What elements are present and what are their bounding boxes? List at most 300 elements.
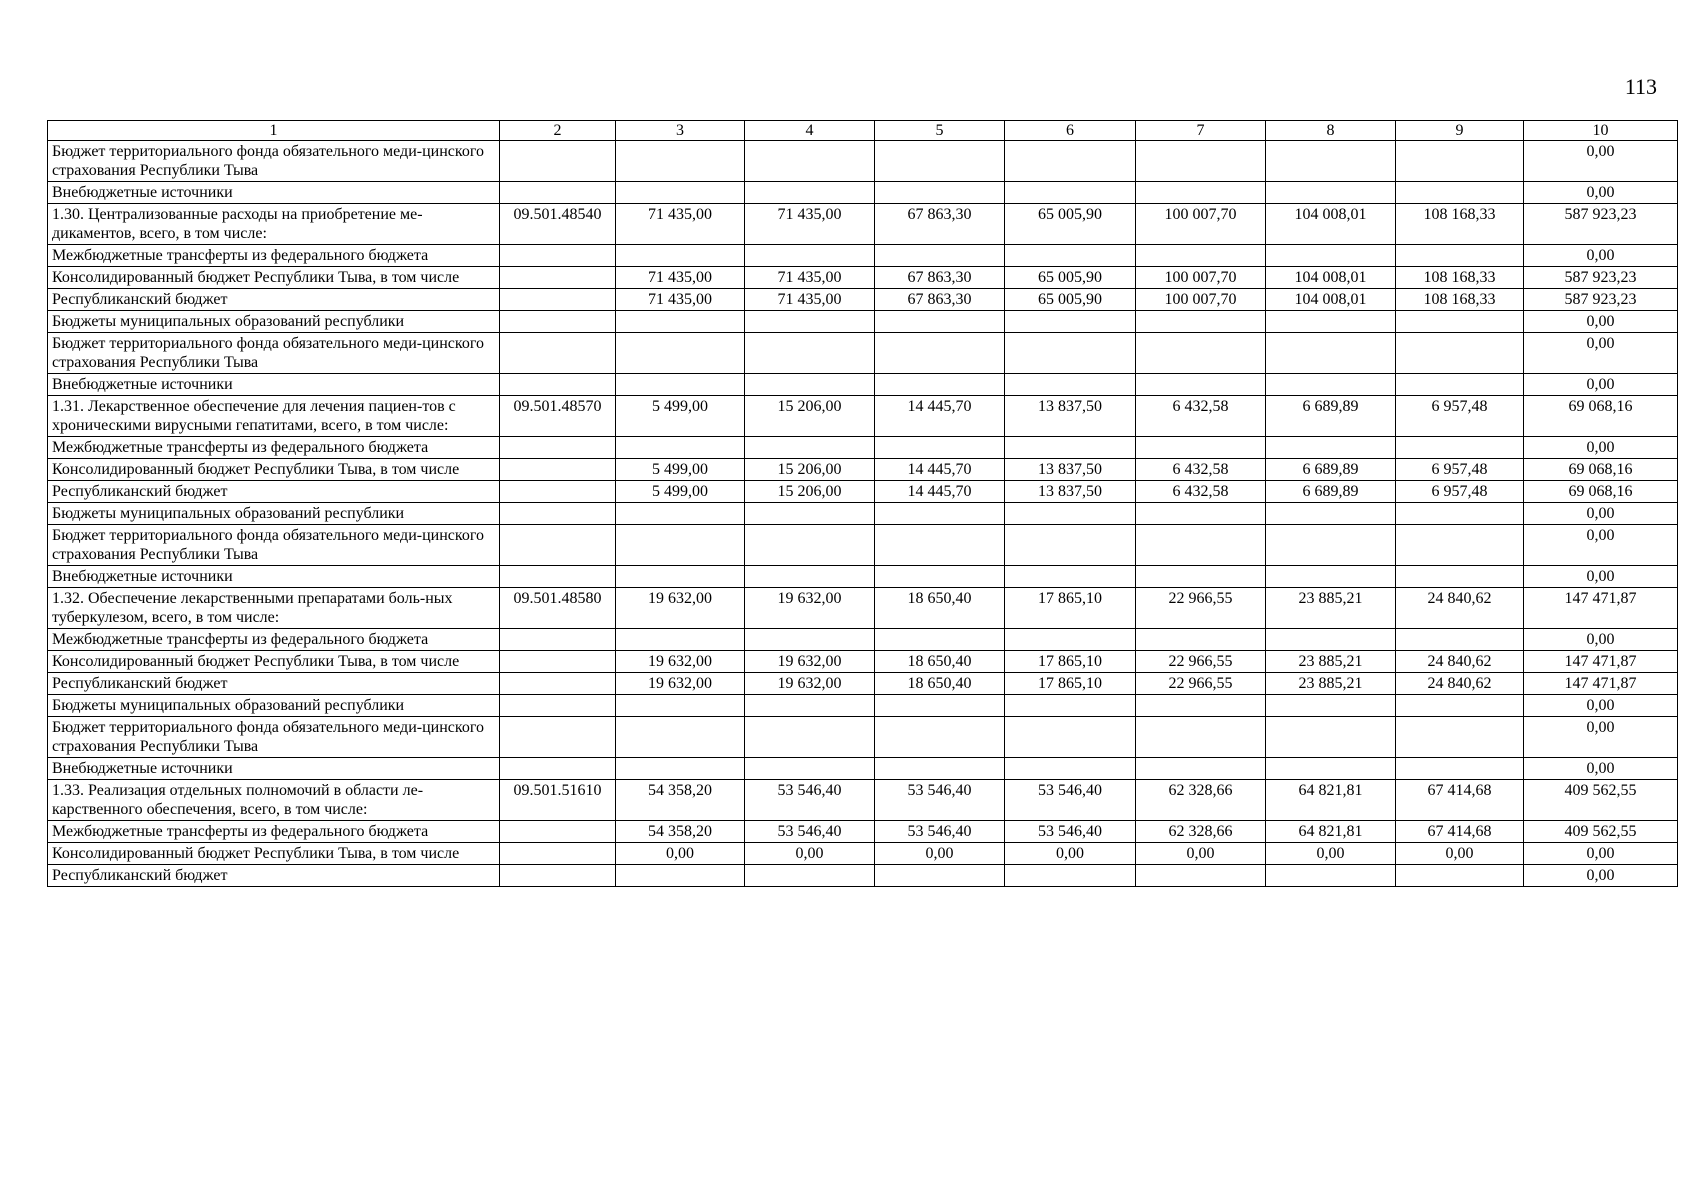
- value-cell: [1136, 374, 1266, 396]
- budget-code: [500, 695, 616, 717]
- total-cell: 0,00: [1524, 374, 1678, 396]
- value-cell: [1396, 437, 1524, 459]
- value-cell: 71 435,00: [616, 204, 745, 245]
- value-cell: 22 966,55: [1136, 651, 1266, 673]
- value-cell: 100 007,70: [1136, 289, 1266, 311]
- value-cell: [1005, 437, 1136, 459]
- value-cell: 23 885,21: [1266, 651, 1396, 673]
- value-cell: [1266, 141, 1396, 182]
- value-cell: [1396, 182, 1524, 204]
- row-label: 1.31. Лекарственное обеспечение для лечения пациен-тов с хроническими вирусными гепатитами, всего, в том числе:: [48, 396, 500, 437]
- budget-code: [500, 481, 616, 503]
- total-cell: 0,00: [1524, 141, 1678, 182]
- row-label: Межбюджетные трансферты из федерального бюджета: [48, 821, 500, 843]
- value-cell: [875, 245, 1005, 267]
- value-cell: 22 966,55: [1136, 588, 1266, 629]
- value-cell: [1396, 333, 1524, 374]
- value-cell: [1396, 525, 1524, 566]
- table-row: [48, 651, 1678, 673]
- value-cell: [1266, 629, 1396, 651]
- table-row: [48, 629, 1678, 651]
- row-label: Консолидированный бюджет Республики Тыва, в том числе: [48, 843, 500, 865]
- table-row: [48, 267, 1678, 289]
- value-cell: 15 206,00: [745, 396, 875, 437]
- value-cell: 67 414,68: [1396, 780, 1524, 821]
- value-cell: [616, 758, 745, 780]
- page-number: 113: [1624, 74, 1657, 99]
- value-cell: 104 008,01: [1266, 204, 1396, 245]
- table-row: [48, 525, 1678, 566]
- total-cell: 0,00: [1524, 437, 1678, 459]
- budget-code: 09.501.48580: [500, 588, 616, 629]
- value-cell: 6 957,48: [1396, 396, 1524, 437]
- value-cell: 22 966,55: [1136, 673, 1266, 695]
- value-cell: 0,00: [1136, 843, 1266, 865]
- value-cell: 71 435,00: [745, 204, 875, 245]
- budget-code: [500, 865, 616, 887]
- value-cell: 23 885,21: [1266, 588, 1396, 629]
- value-cell: [875, 865, 1005, 887]
- value-cell: [1136, 311, 1266, 333]
- value-cell: [745, 437, 875, 459]
- column-header: 4: [745, 121, 875, 141]
- row-label: 1.30. Централизованные расходы на приобретение ме-дикаментов, всего, в том числе:: [48, 204, 500, 245]
- budget-code: [500, 843, 616, 865]
- value-cell: 108 168,33: [1396, 289, 1524, 311]
- table-row: [48, 588, 1678, 629]
- value-cell: 53 546,40: [1005, 780, 1136, 821]
- budget-code: [500, 717, 616, 758]
- total-cell: 587 923,23: [1524, 289, 1678, 311]
- value-cell: [1136, 182, 1266, 204]
- budget-code: [500, 374, 616, 396]
- row-label: Внебюджетные источники: [48, 182, 500, 204]
- total-cell: 0,00: [1524, 525, 1678, 566]
- value-cell: [745, 865, 875, 887]
- value-cell: [875, 717, 1005, 758]
- value-cell: [1396, 865, 1524, 887]
- total-cell: 409 562,55: [1524, 821, 1678, 843]
- budget-code: [500, 311, 616, 333]
- table-row: [48, 695, 1678, 717]
- budget-code: [500, 459, 616, 481]
- row-label: Межбюджетные трансферты из федерального бюджета: [48, 245, 500, 267]
- value-cell: [745, 717, 875, 758]
- value-cell: 17 865,10: [1005, 588, 1136, 629]
- value-cell: [1266, 437, 1396, 459]
- total-cell: 0,00: [1524, 245, 1678, 267]
- total-cell: 147 471,87: [1524, 673, 1678, 695]
- row-label: Бюджет территориального фонда обязательного меди-цинского страхования Республики Тыва: [48, 333, 500, 374]
- value-cell: [1136, 525, 1266, 566]
- value-cell: [1136, 629, 1266, 651]
- value-cell: 53 546,40: [875, 780, 1005, 821]
- value-cell: [875, 374, 1005, 396]
- value-cell: 54 358,20: [616, 821, 745, 843]
- value-cell: 19 632,00: [745, 651, 875, 673]
- value-cell: [1136, 566, 1266, 588]
- value-cell: [1136, 717, 1266, 758]
- total-cell: 0,00: [1524, 865, 1678, 887]
- value-cell: [745, 311, 875, 333]
- budget-table: [47, 120, 1678, 887]
- value-cell: [875, 141, 1005, 182]
- value-cell: 67 863,30: [875, 267, 1005, 289]
- table-row: [48, 141, 1678, 182]
- value-cell: [875, 437, 1005, 459]
- table-row: [48, 204, 1678, 245]
- value-cell: 6 432,58: [1136, 396, 1266, 437]
- value-cell: 71 435,00: [745, 289, 875, 311]
- value-cell: 24 840,62: [1396, 673, 1524, 695]
- value-cell: 24 840,62: [1396, 588, 1524, 629]
- row-label: 1.32. Обеспечение лекарственными препаратами боль-ных туберкулезом, всего, в том числе:: [48, 588, 500, 629]
- value-cell: [616, 629, 745, 651]
- total-cell: 0,00: [1524, 182, 1678, 204]
- budget-code: [500, 566, 616, 588]
- total-cell: 0,00: [1524, 843, 1678, 865]
- value-cell: [1136, 758, 1266, 780]
- value-cell: [875, 629, 1005, 651]
- value-cell: [1136, 437, 1266, 459]
- value-cell: [1266, 333, 1396, 374]
- value-cell: [1396, 695, 1524, 717]
- value-cell: [1396, 311, 1524, 333]
- total-cell: 587 923,23: [1524, 204, 1678, 245]
- table-row: [48, 437, 1678, 459]
- value-cell: 53 546,40: [875, 821, 1005, 843]
- table-body: [48, 141, 1678, 887]
- value-cell: [1396, 629, 1524, 651]
- value-cell: 17 865,10: [1005, 673, 1136, 695]
- table-row: [48, 673, 1678, 695]
- value-cell: [745, 566, 875, 588]
- table-row: [48, 503, 1678, 525]
- row-label: Внебюджетные источники: [48, 374, 500, 396]
- column-header: 2: [500, 121, 616, 141]
- table-row: [48, 717, 1678, 758]
- row-label: Бюджеты муниципальных образований республики: [48, 695, 500, 717]
- value-cell: [616, 333, 745, 374]
- value-cell: [875, 525, 1005, 566]
- value-cell: [745, 245, 875, 267]
- value-cell: [875, 182, 1005, 204]
- total-cell: 0,00: [1524, 333, 1678, 374]
- value-cell: 24 840,62: [1396, 651, 1524, 673]
- budget-code: [500, 821, 616, 843]
- value-cell: 6 957,48: [1396, 481, 1524, 503]
- value-cell: [1266, 717, 1396, 758]
- value-cell: [1396, 245, 1524, 267]
- row-label: Республиканский бюджет: [48, 865, 500, 887]
- table-row: [48, 780, 1678, 821]
- value-cell: [616, 695, 745, 717]
- total-cell: 147 471,87: [1524, 588, 1678, 629]
- value-cell: [1266, 311, 1396, 333]
- column-header: 8: [1266, 121, 1396, 141]
- budget-code: [500, 289, 616, 311]
- row-label: Республиканский бюджет: [48, 289, 500, 311]
- total-cell: 409 562,55: [1524, 780, 1678, 821]
- budget-code: 09.501.51610: [500, 780, 616, 821]
- table-row: [48, 481, 1678, 503]
- value-cell: [1005, 566, 1136, 588]
- value-cell: [1005, 865, 1136, 887]
- table-row: [48, 374, 1678, 396]
- value-cell: 104 008,01: [1266, 289, 1396, 311]
- value-cell: 67 414,68: [1396, 821, 1524, 843]
- budget-code: [500, 141, 616, 182]
- row-label: Бюджет территориального фонда обязательного меди-цинского страхования Республики Тыва: [48, 717, 500, 758]
- table-row: [48, 289, 1678, 311]
- table-row: [48, 311, 1678, 333]
- value-cell: 13 837,50: [1005, 481, 1136, 503]
- row-label: Межбюджетные трансферты из федерального бюджета: [48, 437, 500, 459]
- value-cell: 0,00: [745, 843, 875, 865]
- total-cell: 0,00: [1524, 503, 1678, 525]
- value-cell: 6 432,58: [1136, 459, 1266, 481]
- value-cell: 100 007,70: [1136, 204, 1266, 245]
- row-label: Межбюджетные трансферты из федерального бюджета: [48, 629, 500, 651]
- value-cell: [1266, 758, 1396, 780]
- table-row: [48, 245, 1678, 267]
- value-cell: 5 499,00: [616, 481, 745, 503]
- value-cell: [1266, 865, 1396, 887]
- value-cell: [745, 503, 875, 525]
- value-cell: [1005, 717, 1136, 758]
- budget-code: 09.501.48540: [500, 204, 616, 245]
- value-cell: [745, 374, 875, 396]
- table-row: [48, 396, 1678, 437]
- row-label: Внебюджетные источники: [48, 758, 500, 780]
- value-cell: [1266, 695, 1396, 717]
- value-cell: [1396, 758, 1524, 780]
- value-cell: [616, 141, 745, 182]
- value-cell: [745, 758, 875, 780]
- value-cell: [1136, 245, 1266, 267]
- value-cell: 18 650,40: [875, 588, 1005, 629]
- value-cell: 108 168,33: [1396, 267, 1524, 289]
- budget-code: [500, 651, 616, 673]
- row-label: Бюджеты муниципальных образований республики: [48, 503, 500, 525]
- value-cell: 6 689,89: [1266, 459, 1396, 481]
- total-cell: 0,00: [1524, 758, 1678, 780]
- value-cell: 67 863,30: [875, 204, 1005, 245]
- row-label: Бюджет территориального фонда обязательного меди-цинского страхования Республики Тыва: [48, 525, 500, 566]
- row-label: Республиканский бюджет: [48, 673, 500, 695]
- value-cell: [1266, 566, 1396, 588]
- row-label: 1.33. Реализация отдельных полномочий в области ле-карственного обеспечения, всего, в том числе:: [48, 780, 500, 821]
- row-label: Бюджет территориального фонда обязательного меди-цинского страхования Республики Тыва: [48, 141, 500, 182]
- total-cell: 69 068,16: [1524, 459, 1678, 481]
- value-cell: 65 005,90: [1005, 289, 1136, 311]
- table-row: [48, 333, 1678, 374]
- value-cell: [616, 717, 745, 758]
- value-cell: [1266, 525, 1396, 566]
- value-cell: 14 445,70: [875, 396, 1005, 437]
- row-label: Внебюджетные источники: [48, 566, 500, 588]
- table-row: [48, 758, 1678, 780]
- value-cell: 0,00: [616, 843, 745, 865]
- value-cell: [1005, 758, 1136, 780]
- value-cell: [1136, 695, 1266, 717]
- value-cell: [1005, 629, 1136, 651]
- value-cell: [1005, 695, 1136, 717]
- value-cell: 18 650,40: [875, 651, 1005, 673]
- value-cell: [1266, 245, 1396, 267]
- value-cell: [1005, 182, 1136, 204]
- value-cell: 53 546,40: [745, 821, 875, 843]
- total-cell: 69 068,16: [1524, 481, 1678, 503]
- value-cell: 62 328,66: [1136, 780, 1266, 821]
- value-cell: [1005, 503, 1136, 525]
- value-cell: 13 837,50: [1005, 459, 1136, 481]
- value-cell: [616, 566, 745, 588]
- total-cell: 0,00: [1524, 629, 1678, 651]
- value-cell: [616, 437, 745, 459]
- value-cell: [1005, 311, 1136, 333]
- value-cell: 0,00: [1396, 843, 1524, 865]
- value-cell: 0,00: [1005, 843, 1136, 865]
- row-label: Бюджеты муниципальных образований республики: [48, 311, 500, 333]
- table-row: [48, 843, 1678, 865]
- value-cell: [1266, 182, 1396, 204]
- table-row: [48, 459, 1678, 481]
- column-number-row: [48, 121, 1678, 141]
- value-cell: 65 005,90: [1005, 267, 1136, 289]
- value-cell: [1396, 141, 1524, 182]
- value-cell: 64 821,81: [1266, 780, 1396, 821]
- budget-code: [500, 333, 616, 374]
- budget-code: [500, 629, 616, 651]
- row-label: Республиканский бюджет: [48, 481, 500, 503]
- value-cell: [616, 311, 745, 333]
- value-cell: 15 206,00: [745, 459, 875, 481]
- value-cell: 5 499,00: [616, 396, 745, 437]
- value-cell: [616, 374, 745, 396]
- column-header: 9: [1396, 121, 1524, 141]
- value-cell: [1136, 141, 1266, 182]
- table-row: [48, 865, 1678, 887]
- value-cell: [745, 695, 875, 717]
- value-cell: [1005, 525, 1136, 566]
- value-cell: 0,00: [875, 843, 1005, 865]
- value-cell: [1396, 717, 1524, 758]
- value-cell: [875, 695, 1005, 717]
- value-cell: [745, 182, 875, 204]
- value-cell: [745, 333, 875, 374]
- value-cell: [1396, 566, 1524, 588]
- value-cell: 23 885,21: [1266, 673, 1396, 695]
- value-cell: [1396, 374, 1524, 396]
- value-cell: [745, 141, 875, 182]
- budget-code: 09.501.48570: [500, 396, 616, 437]
- total-cell: 0,00: [1524, 311, 1678, 333]
- value-cell: [1005, 374, 1136, 396]
- value-cell: [616, 865, 745, 887]
- value-cell: 14 445,70: [875, 481, 1005, 503]
- value-cell: 108 168,33: [1396, 204, 1524, 245]
- value-cell: 5 499,00: [616, 459, 745, 481]
- value-cell: 54 358,20: [616, 780, 745, 821]
- value-cell: [745, 525, 875, 566]
- value-cell: 19 632,00: [616, 673, 745, 695]
- value-cell: 14 445,70: [875, 459, 1005, 481]
- value-cell: 104 008,01: [1266, 267, 1396, 289]
- value-cell: [1005, 245, 1136, 267]
- value-cell: [1136, 865, 1266, 887]
- column-header: 7: [1136, 121, 1266, 141]
- value-cell: 71 435,00: [616, 267, 745, 289]
- column-header: 5: [875, 121, 1005, 141]
- value-cell: [1396, 503, 1524, 525]
- budget-code: [500, 525, 616, 566]
- budget-code: [500, 673, 616, 695]
- value-cell: [1005, 141, 1136, 182]
- value-cell: 71 435,00: [616, 289, 745, 311]
- value-cell: [1266, 374, 1396, 396]
- value-cell: 0,00: [1266, 843, 1396, 865]
- value-cell: [616, 525, 745, 566]
- value-cell: 18 650,40: [875, 673, 1005, 695]
- value-cell: 62 328,66: [1136, 821, 1266, 843]
- value-cell: [616, 503, 745, 525]
- value-cell: 17 865,10: [1005, 651, 1136, 673]
- value-cell: 15 206,00: [745, 481, 875, 503]
- total-cell: 147 471,87: [1524, 651, 1678, 673]
- value-cell: 6 689,89: [1266, 481, 1396, 503]
- total-cell: 0,00: [1524, 566, 1678, 588]
- value-cell: 19 632,00: [616, 651, 745, 673]
- value-cell: 53 546,40: [1005, 821, 1136, 843]
- budget-code: [500, 758, 616, 780]
- total-cell: 0,00: [1524, 717, 1678, 758]
- budget-code: [500, 267, 616, 289]
- value-cell: 53 546,40: [745, 780, 875, 821]
- value-cell: [616, 182, 745, 204]
- column-header: 6: [1005, 121, 1136, 141]
- value-cell: 6 432,58: [1136, 481, 1266, 503]
- value-cell: [1136, 503, 1266, 525]
- value-cell: [875, 311, 1005, 333]
- value-cell: 64 821,81: [1266, 821, 1396, 843]
- budget-code: [500, 182, 616, 204]
- value-cell: [1266, 503, 1396, 525]
- value-cell: 19 632,00: [616, 588, 745, 629]
- value-cell: 6 957,48: [1396, 459, 1524, 481]
- value-cell: [1005, 333, 1136, 374]
- column-header: 1: [48, 121, 500, 141]
- value-cell: [875, 758, 1005, 780]
- table-row: [48, 182, 1678, 204]
- value-cell: 71 435,00: [745, 267, 875, 289]
- budget-code: [500, 503, 616, 525]
- column-header: 3: [616, 121, 745, 141]
- total-cell: 69 068,16: [1524, 396, 1678, 437]
- column-header: 10: [1524, 121, 1678, 141]
- value-cell: 65 005,90: [1005, 204, 1136, 245]
- table-row: [48, 566, 1678, 588]
- row-label: Консолидированный бюджет Республики Тыва, в том числе: [48, 267, 500, 289]
- budget-code: [500, 245, 616, 267]
- value-cell: [875, 333, 1005, 374]
- value-cell: [1136, 333, 1266, 374]
- total-cell: 587 923,23: [1524, 267, 1678, 289]
- value-cell: 6 689,89: [1266, 396, 1396, 437]
- budget-code: [500, 437, 616, 459]
- value-cell: 19 632,00: [745, 673, 875, 695]
- value-cell: [875, 503, 1005, 525]
